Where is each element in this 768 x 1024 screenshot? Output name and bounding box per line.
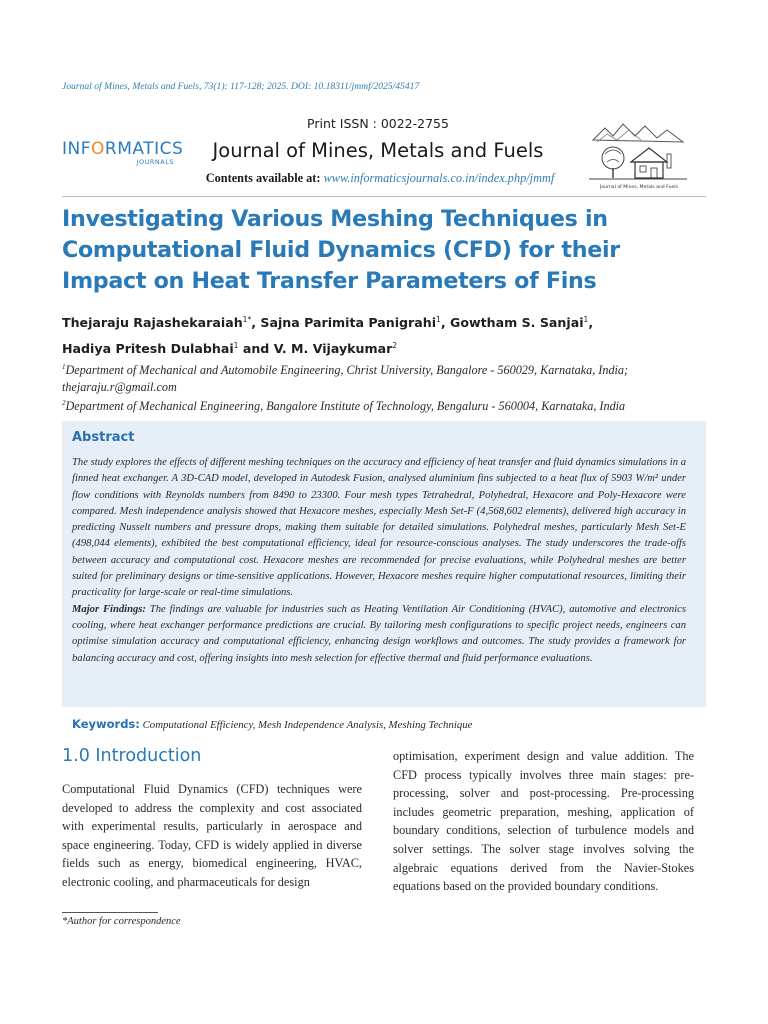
intro-right-column: optimisation, experiment design and value addition. The CFD process typically involves three main stages: pre-processing, solver and post-processing. Pre-processing includes geometric preparation, meshing, application of boundary conditions, selection of turbulence models and solver settings. The solver stage involves solving the algebraic equations derived from the Navier-Stokes equations based on the provided boundary conditions. <box>393 749 694 894</box>
informatics-logo[interactable]: INFORMATICS JOURNALS <box>62 139 184 166</box>
journal-pic-caption: Journal of Mines, Metals and Fuels <box>600 185 678 190</box>
footnote-divider <box>62 912 158 913</box>
affiliation-1: $^1$Department of Mechanical and Automobile Engineering, Christ University, Bangalore - 560029, Karnataka, India; thejaraju.r@gmail.com <box>62 363 629 395</box>
header-divider <box>62 196 706 197</box>
author-list: Thejaraju Rajashekaraiah$^{1*}$, Sajna Parimita Panigrahi$^1$, Gowtham S. Sanjai$^1$, Hadiya Pritesh Dulabhai$^1$ and V. M. Vijaykumar$^2$ <box>62 315 594 357</box>
journal-url-link[interactable]: www.informaticsjournals.co.in/index.php/jmmf <box>323 171 555 185</box>
keywords-line: Keywords: Computational Efficiency, Mesh Independence Analysis, Meshing Technique <box>72 717 473 731</box>
affiliation-2: $^2$Department of Mechanical Engineering, Bangalore Institute of Technology, Bengaluru - 560004, Karnataka, India <box>62 399 626 414</box>
introduction-heading: 1.0 Introduction <box>62 746 202 766</box>
contents-available: Contents available at: www.informaticsjournals.co.in/index.php/jmmf <box>205 171 555 185</box>
citation-line: Journal of Mines, Metals and Fuels, 73(1): 117-128; 2025. DOI: 10.18311/jmmf/2025/45417 <box>62 81 420 92</box>
journal-cover-illustration <box>583 118 695 192</box>
journal-name: Journal of Mines, Metals and Fuels <box>212 139 544 162</box>
paper-title: Investigating Various Meshing Techniques in Computational Fluid Dynamics (CFD) for their Impact on Heat Transfer Parameters of Fins <box>62 206 620 294</box>
intro-left-column: Computational Fluid Dynamics (CFD) techniques were developed to address the complexity and cost associated with experimental results, particularly in aerospace and space engineering. Today, CFD is widely applied in diverse fields such as energy, biomedical engineering, HVAC, electronic cooling, and pharmaceuticals for design <box>62 782 362 889</box>
abstract-heading: Abstract <box>72 430 135 445</box>
author-footnote: *Author for correspondence <box>62 916 181 927</box>
print-issn: Print ISSN : 0022-2755 <box>307 116 449 131</box>
abstract-body: The study explores the effects of different meshing techniques on the accuracy and efficiency of heat transfer and fluid dynamics simulations in a finned heat exchanger. A 3D-CAD model, developed in Autodesk Fusion, analysed aluminium fins subjected to a heat flux of 5903 W/m² under flow conditions with Reynolds numbers from 8490 to 23300. Four mesh types Tetrahedral, Polyhedral, Hexacore and Poly-Hexacore were compared. Mesh independence analysis showed that Hexacore meshes, especially Mesh Set-F (4,568,602 elements), delivered high accuracy in predicting Nusselt numbers and pressure drops, making them suitable for detailed simulations. Polyhedral meshes, particularly Mesh Set-E (498,044 elements), exhibited the best computational efficiency, ideal for resource-conscious analyses. The study underscores the trade-offs between accuracy and computational cost. Hexacore meshes are recommended for precise evaluations, while Polyhedral meshes are better suited for preliminary designs or time-sensitive applications. However, Hexacore meshes require higher computational resources, limiting their practicality for large-scale or real-time simulations. Major Findings: The findings are valuable for industries such as Heating Ventilation Air Conditioning (HVAC), automotive and electronics cooling, where heat exchanger performance predictions are crucial. By tailoring mesh configurations to specific project needs, engineers can optimise simulation accuracy and computational efficiency, enhancing design workflows and outcomes. The study provides a framework for balancing accuracy and cost, offering insights into mesh selection for effective thermal and fluid performance evaluations. <box>72 457 686 664</box>
